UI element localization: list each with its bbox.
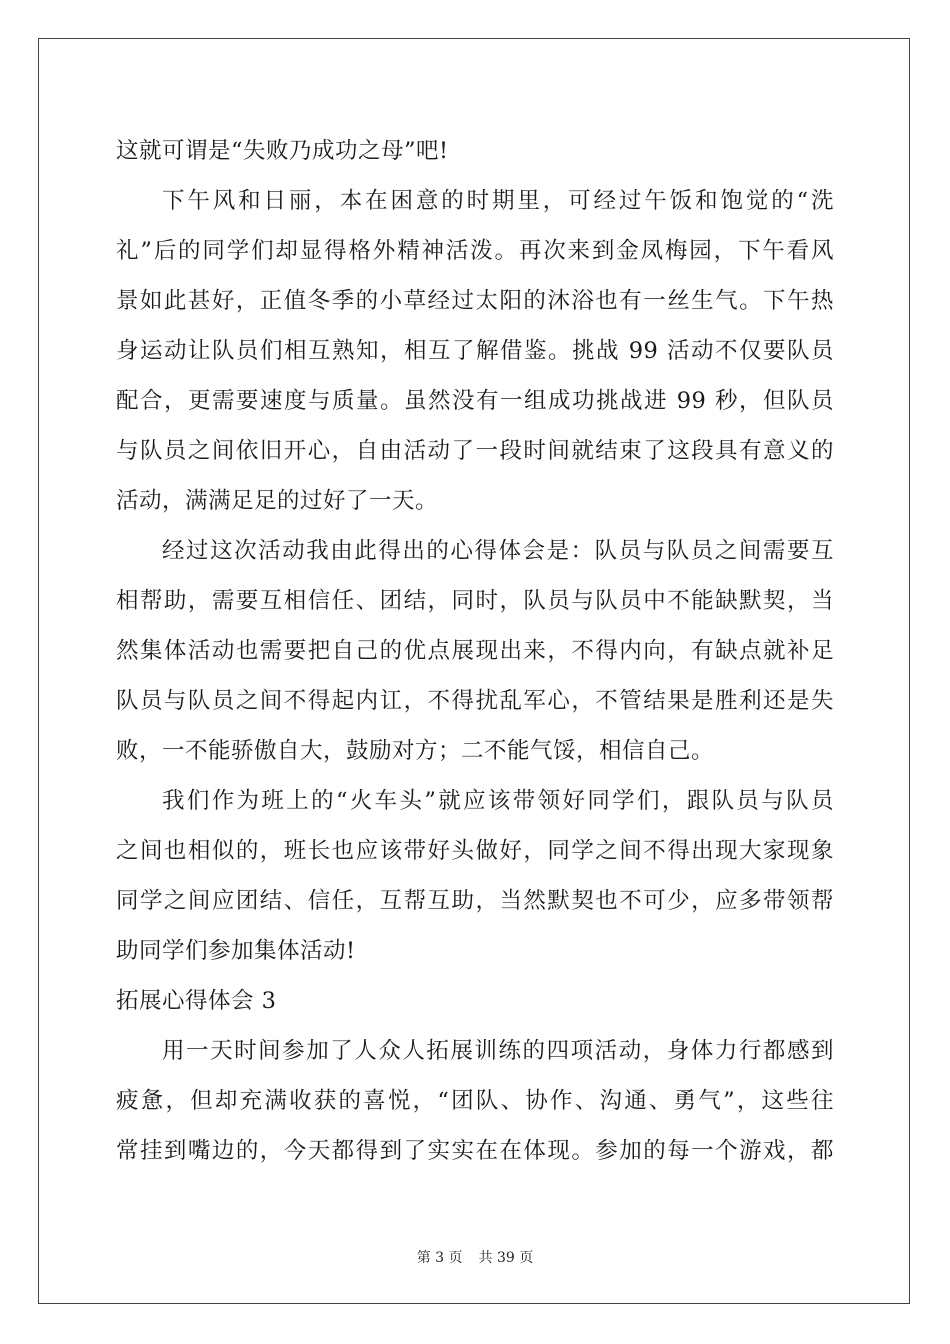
text-line: 我们作为班上的“火车头”就应该带领好同学们，跟队员与队员 <box>162 788 834 814</box>
text-line: 助同学们参加集体活动! <box>116 938 356 964</box>
text-line: 队员与队员之间不得起内讧，不得扰乱军心，不管结果是胜利还是失 <box>116 688 834 714</box>
text-line: 这就可谓是“失败乃成功之母”吧! <box>116 138 449 164</box>
text-line: 同学之间应团结、信任，互帮互助，当然默契也不可少，应多带领帮 <box>116 888 834 914</box>
paragraph-block <box>116 126 834 976</box>
text-line: 疲惫，但却充满收获的喜悦，“团队、协作、沟通、勇气”，这些往 <box>116 1088 834 1114</box>
text-line: 然集体活动也需要把自己的优点展现出来，不得内向，有缺点就补足 <box>116 638 834 664</box>
total-pages: 共 39 页 <box>478 1250 534 1266</box>
text-line: 活动，满满足足的过好了一天。 <box>116 488 439 514</box>
text-line: 景如此甚好，正值冬季的小草经过太阳的沐浴也有一丝生气。下午热 <box>116 288 834 314</box>
section-heading: 拓展心得体会 3 <box>116 988 277 1014</box>
document-body <box>116 126 834 1176</box>
text-line: 与队员之间依旧开心，自由活动了一段时间就结束了这段具有意义的 <box>116 438 834 464</box>
text-line: 经过这次活动我由此得出的心得体会是：队员与队员之间需要互 <box>162 538 834 564</box>
text-line: 配合，更需要速度与质量。虽然没有一组成功挑战进 99 秒，但队员 <box>116 388 834 414</box>
text-line: 礼”后的同学们却显得格外精神活泼。再次来到金凤梅园，下午看风 <box>116 238 834 264</box>
text-line: 常挂到嘴边的，今天都得到了实实在在体现。参加的每一个游戏，都 <box>116 1138 834 1164</box>
paragraph-block <box>116 1026 834 1176</box>
text-line: 之间也相似的，班长也应该带好头做好，同学之间不得出现大家现象 <box>116 838 834 864</box>
page-number: 第 3 页 <box>416 1250 463 1266</box>
text-line: 下午风和日丽，本在困意的时期里，可经过午饭和饱觉的“洗 <box>162 188 834 214</box>
page-footer <box>0 1247 950 1267</box>
text-line: 相帮助，需要互相信任、团结，同时，队员与队员中不能缺默契，当 <box>116 588 834 614</box>
text-line: 身运动让队员们相互熟知，相互了解借鉴。挑战 99 活动不仅要队员 <box>116 338 834 364</box>
text-line: 败，一不能骄傲自大，鼓励对方；二不能气馁，相信自己。 <box>116 738 715 764</box>
text-line: 用一天时间参加了人众人拓展训练的四项活动，身体力行都感到 <box>162 1038 834 1064</box>
